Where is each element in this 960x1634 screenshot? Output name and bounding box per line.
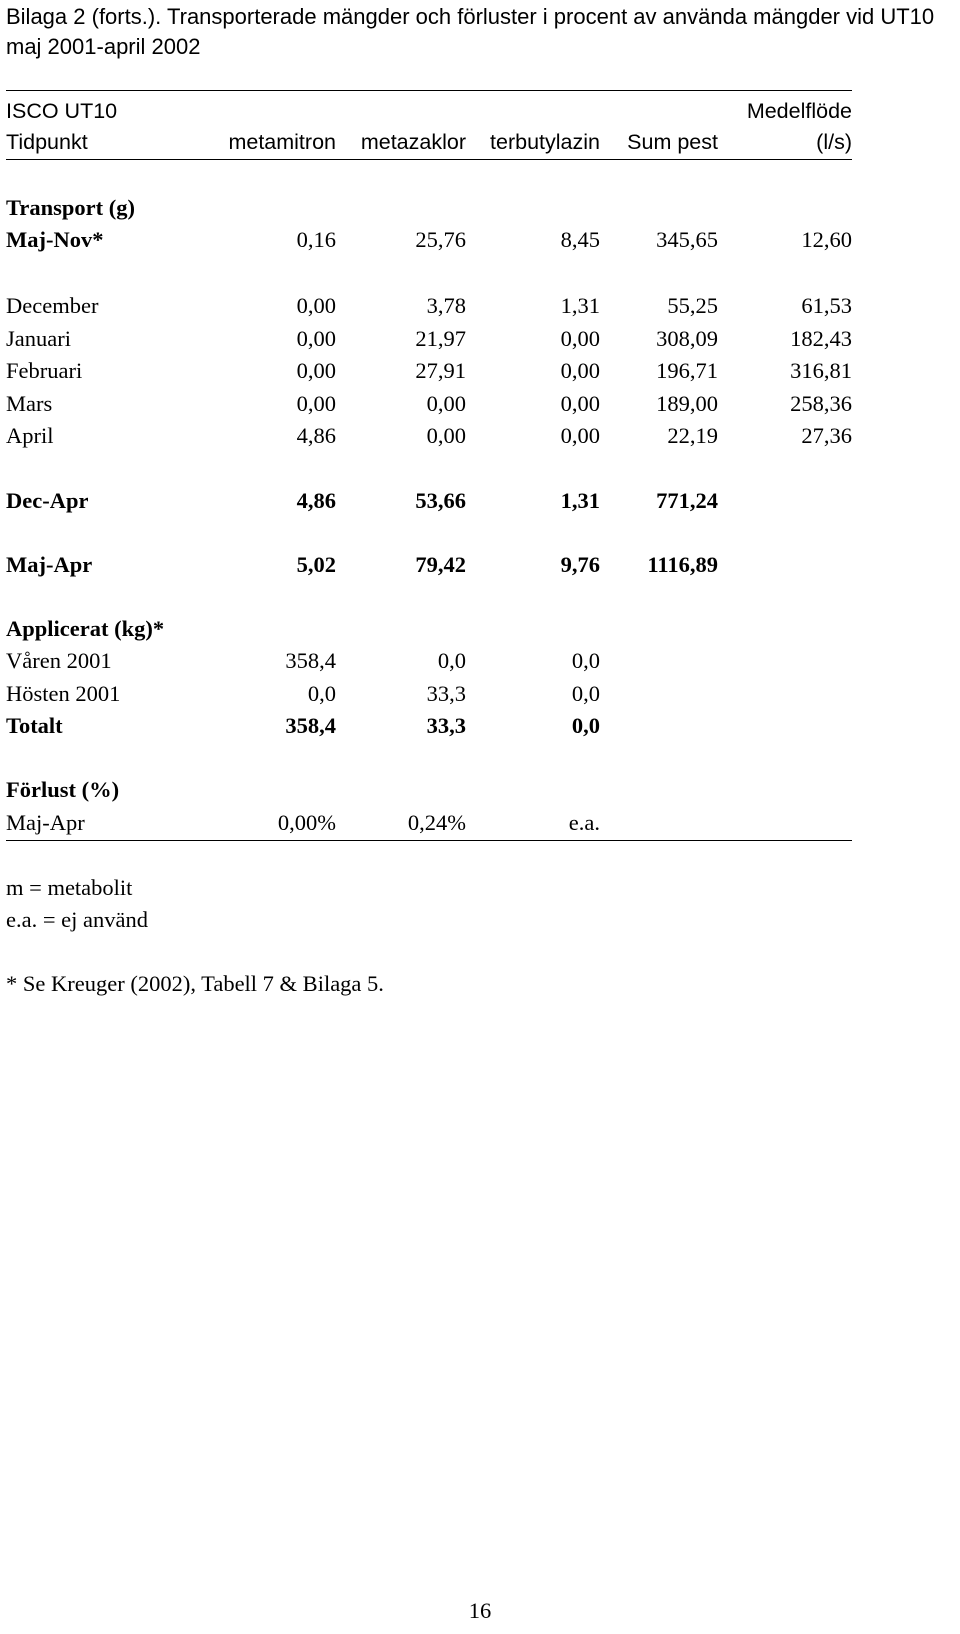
cell: 345,65 (656, 227, 718, 252)
cell: 22,19 (667, 423, 718, 448)
cell: 308,09 (656, 326, 718, 351)
cell: 55,25 (667, 293, 718, 318)
table-row (6, 808, 852, 838)
col-header-sum-pest: Sum pest (627, 130, 718, 154)
cell: 53,66 (415, 488, 466, 513)
cell: 25,76 (415, 227, 466, 252)
note-ej-anvand: e.a. = ej använd (6, 907, 148, 932)
cell: 0,00 (296, 391, 336, 416)
row-label: Dec-Apr (6, 488, 89, 513)
station-label: ISCO UT10 (6, 99, 118, 123)
flow-label: Medelflöde (746, 99, 852, 123)
cell: 0,00 (296, 326, 336, 351)
row-label: Maj-Nov* (6, 227, 104, 252)
table-bottom-rule (6, 840, 852, 841)
col-header-flow-unit: (l/s) (816, 130, 852, 154)
table-row (6, 421, 852, 451)
table-row (6, 356, 852, 386)
row-label: Maj-Apr (6, 810, 85, 835)
table-top-rule (6, 90, 852, 91)
cell: 189,00 (656, 391, 718, 416)
cell: 0,00 (560, 358, 600, 383)
cell: 79,42 (415, 552, 466, 577)
col-header-terbutylazin: terbutylazin (490, 130, 600, 154)
cell: 5,02 (296, 552, 336, 577)
header-bottom-rule (6, 159, 852, 160)
row-label: Februari (6, 358, 83, 383)
cell: 33,3 (426, 713, 466, 738)
table-row (6, 486, 852, 516)
cell: 258,36 (790, 391, 852, 416)
row-label: Maj-Apr (6, 552, 93, 577)
cell: 12,60 (801, 227, 852, 252)
cell: 0,00 (426, 391, 466, 416)
cell: 771,24 (656, 488, 718, 513)
cell: 27,91 (415, 358, 466, 383)
cell: 27,36 (801, 423, 852, 448)
applied-heading (6, 614, 852, 644)
loss-heading (6, 775, 852, 805)
cell: 0,00% (277, 810, 336, 835)
applied-heading-text: Applicerat (kg)* (6, 616, 165, 641)
cell: 0,0 (571, 681, 600, 706)
cell: 0,16 (296, 227, 336, 252)
cell: 0,00 (426, 423, 466, 448)
cell: 316,81 (790, 358, 852, 383)
loss-heading-text: Förlust (%) (6, 777, 120, 802)
cell: 4,86 (296, 423, 336, 448)
cell: 0,00 (560, 326, 600, 351)
cell: 0,0 (571, 648, 600, 673)
page-number: 16 (468, 1598, 492, 1623)
table-row (6, 711, 852, 741)
cell: 21,97 (415, 326, 466, 351)
cell: 8,45 (560, 227, 600, 252)
row-label: Januari (6, 326, 71, 351)
note-metabolit: m = metabolit (6, 875, 133, 900)
transport-heading (6, 193, 852, 223)
table-row (6, 291, 852, 321)
cell: 0,00 (560, 391, 600, 416)
row-label: Våren 2001 (6, 648, 112, 673)
col-header-metamitron: metamitron (228, 130, 336, 154)
cell: 61,53 (801, 293, 852, 318)
cell: 196,71 (656, 358, 718, 383)
cell: 33,3 (426, 681, 466, 706)
table-row (6, 389, 852, 419)
header-row-2 (6, 127, 852, 157)
cell: 0,00 (296, 358, 336, 383)
table-row (6, 225, 852, 255)
cell: 0,0 (571, 713, 600, 738)
cell: 1,31 (560, 293, 600, 318)
table-row (6, 550, 852, 580)
cell: 9,76 (560, 552, 600, 577)
row-label: December (6, 293, 99, 318)
col-header-metazaklor: metazaklor (360, 130, 466, 154)
transport-heading-text: Transport (g) (6, 195, 135, 220)
row-label: April (6, 423, 54, 448)
table-row (6, 646, 852, 676)
row-label: Totalt (6, 713, 63, 738)
cell: 0,0 (307, 681, 336, 706)
cell: 358,4 (285, 648, 336, 673)
footnote: * Se Kreuger (2002), Tabell 7 & Bilaga 5. (6, 971, 384, 996)
cell: e.a. (568, 810, 600, 835)
cell: 1116,89 (647, 552, 718, 577)
document-title: Bilaga 2 (forts.). Transporterade mängder och förluster i procent av använda mängder vid UT10 maj 2001-april 2002 (6, 4, 935, 59)
header-row-1 (6, 96, 852, 126)
table-row (6, 679, 852, 709)
cell: 3,78 (426, 293, 466, 318)
cell: 0,24% (407, 810, 466, 835)
row-label: Mars (6, 391, 53, 416)
cell: 1,31 (560, 488, 600, 513)
cell: 4,86 (296, 488, 336, 513)
row-label: Hösten 2001 (6, 681, 121, 706)
cell: 182,43 (790, 326, 852, 351)
table-row (6, 324, 852, 354)
cell: 0,00 (560, 423, 600, 448)
cell: 0,0 (437, 648, 466, 673)
cell: 0,00 (296, 293, 336, 318)
cell: 358,4 (285, 713, 336, 738)
time-label: Tidpunkt (6, 130, 88, 154)
